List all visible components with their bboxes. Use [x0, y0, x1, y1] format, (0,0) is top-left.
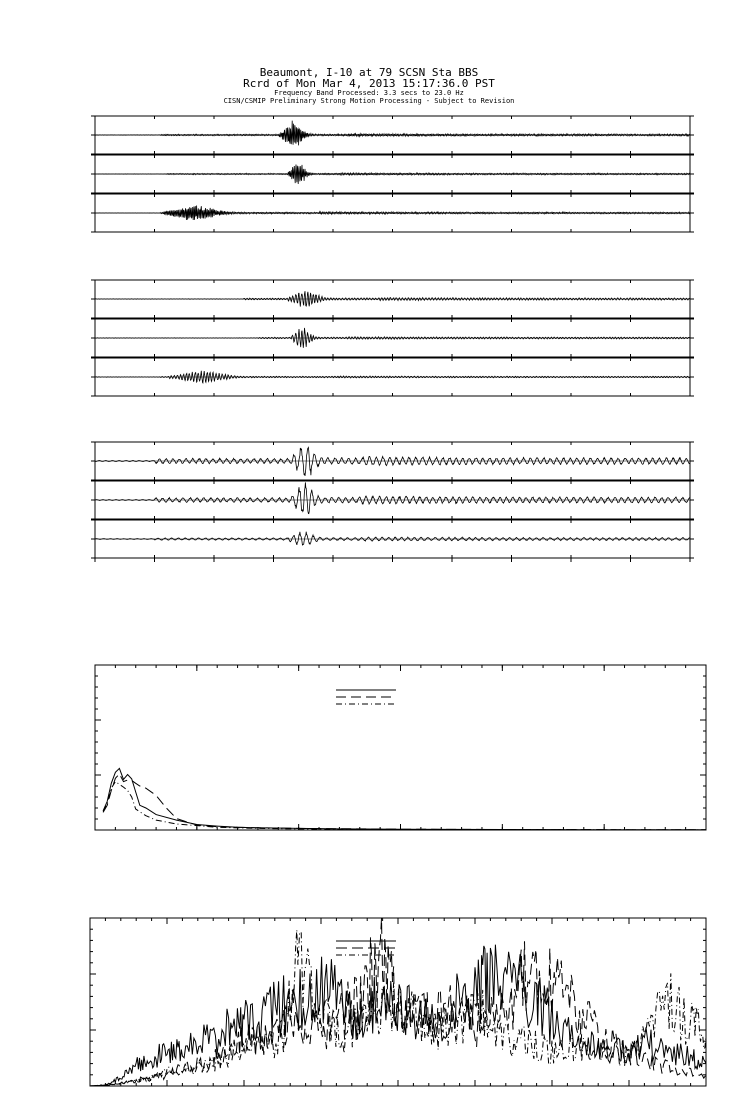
waveform-trace	[95, 482, 690, 513]
channel-1	[91, 116, 694, 154]
channel-3	[91, 358, 694, 396]
velocity-fourier-chart	[90, 918, 706, 1086]
series-line-1	[103, 768, 706, 829]
header-line-4: CISN/CSMIP Preliminary Strong Motion Processing - Subject to Revision	[223, 97, 515, 105]
channel-1	[91, 442, 694, 480]
waveform-trace	[95, 291, 690, 306]
channel-2	[91, 319, 694, 357]
panel-acceleration	[91, 116, 694, 232]
waveform-trace	[95, 532, 690, 545]
channel-3	[91, 520, 694, 558]
channel-2	[91, 155, 694, 193]
channel-1	[91, 280, 694, 318]
time-series-panels	[91, 116, 694, 562]
panel-displacement	[91, 442, 694, 562]
plot-frame	[95, 665, 706, 830]
waveform-trace	[95, 447, 690, 476]
channel-2	[91, 481, 694, 519]
series-line-2	[103, 774, 706, 830]
waveform-trace	[95, 121, 690, 146]
panel-velocity	[91, 280, 694, 396]
waveform-trace	[95, 371, 690, 383]
header-line-1: Beaumont, I-10 at 79 SCSN Sta BBS	[259, 66, 479, 79]
series-line-3	[103, 782, 706, 830]
channel-3	[91, 194, 694, 232]
report-header	[224, 66, 515, 105]
spectral-acceleration-chart	[95, 665, 706, 830]
header-line-3: Frequency Band Processed: 3.3 secs to 23.0 Hz	[274, 89, 464, 97]
waveform-trace	[95, 165, 690, 185]
waveform-trace	[95, 328, 690, 348]
series-line-1	[90, 945, 706, 1086]
header-line-2: Rcrd of Mon Mar 4, 2013 15:17:36.0 PST	[243, 77, 495, 90]
